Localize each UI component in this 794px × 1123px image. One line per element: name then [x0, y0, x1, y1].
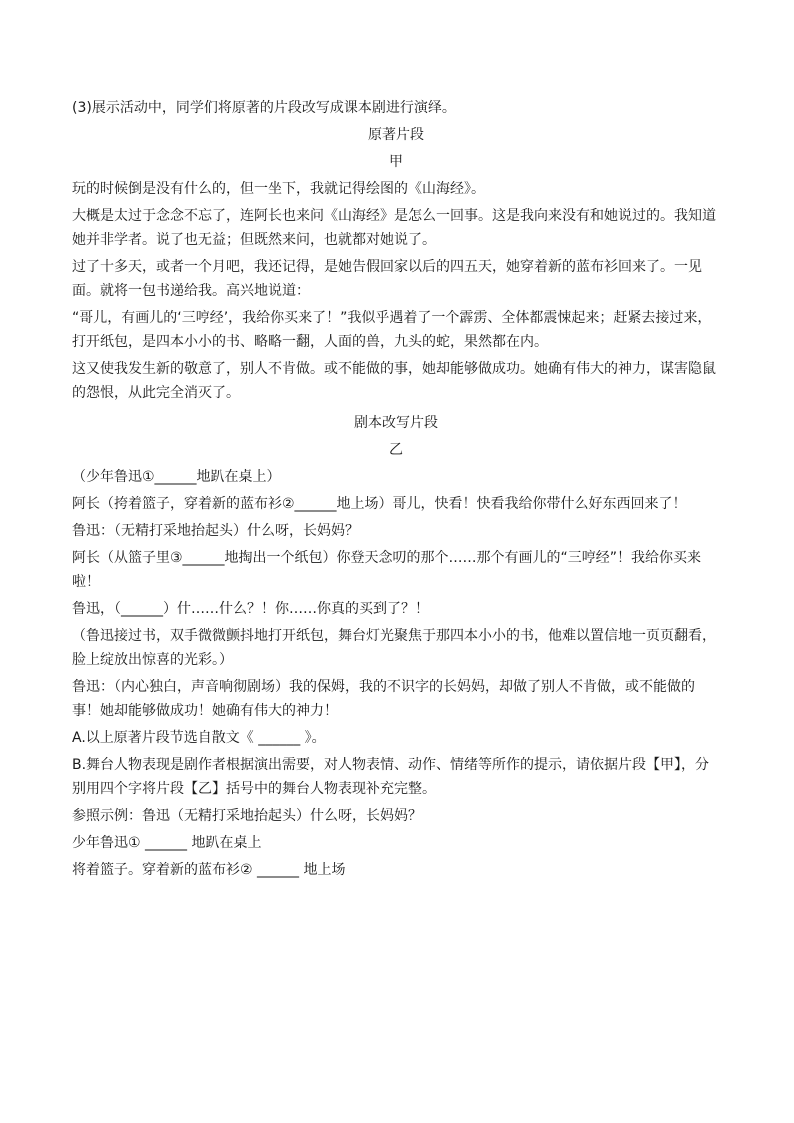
script-line: 鲁迅：（内心独白，声音响彻剧场）我的保姆，我的不识字的长妈妈，却做了别人不肯做，或不能做的事！她却能够做成功！她确有伟大的神力！ [72, 679, 695, 719]
question-b: B.舞台人物表现是剧作者根据演出需要，对人物表情、动作、情绪等所作的提示，请依据片段【甲】，分别用四个字将片段【乙】括号中的舞台人物表现补充完整。 [72, 757, 710, 797]
question-example: 参照示例：鲁迅（无精打采地抬起头）什么呀，长妈妈？ [72, 808, 422, 824]
original-paragraph: 这又使我发生新的敬意了，别人不肯做。或不能做的事，她却能够做成功。她确有伟大的神力，谋害隐鼠的怨恨，从此完全消灭了。 [72, 361, 716, 401]
script-line: （少年鲁迅①______地趴在桌上） [72, 469, 281, 485]
question-a: A.以上原著片段节选自散文《 ______ 》。 [72, 730, 326, 746]
original-label: 甲 [389, 154, 403, 170]
script-line: 鲁迅，（______）什……什么？！你……你真的买到了？！ [72, 601, 429, 617]
original-paragraph: 玩的时候倒是没有什么的，但一坐下，我就记得绘图的《山海经》。 [72, 181, 485, 197]
script-line: 阿长（从篮子里③______地掏出一个纸包）你登天念叨的那个……那个有画儿的“三哼经”！我给你买来啦！ [72, 550, 702, 590]
original-paragraph: 过了十多天，或者一个月吧，我还记得，是她告假回家以后的四五天，她穿着新的蓝布衫回来了。一见面。就将一包书递给我。高兴地说道： [72, 259, 702, 299]
script-heading: 剧本改写片段 [354, 415, 438, 431]
original-paragraph: “哥儿，有画儿的‘三哼经’，我给你买来了！”我似乎遇着了一个霹雳、全体都震悚起来；赶紧去接过来，打开纸包，是四本小小的书、略略一翻，人面的兽，九头的蛇，果然都在内。 [72, 310, 712, 350]
script-line: 阿长（挎着篮子，穿着新的蓝布衫②______地上场）哥儿，快看！快看我给你带什么好东西回来了！ [72, 496, 687, 512]
original-paragraph: 大概是太过于念念不忘了，连阿长也来问《山海经》是怎么一回事。这是我向来没有和她说过的。我知道她并非学者。说了也无益；但既然来问，也就都对她说了。 [72, 208, 716, 248]
script-label: 乙 [389, 442, 403, 458]
question-item: 将着篮子。穿着新的蓝布衫② ______ 地上场 [72, 862, 346, 878]
script-line: 鲁迅：（无精打采地抬起头）什么呀，长妈妈？ [72, 523, 359, 539]
script-line: （鲁迅接过书，双手微微颤抖地打开纸包，舞台灯光聚焦于那四本小小的书，他难以置信地一页页翻看，脸上绽放出惊喜的光彩。） [72, 628, 716, 668]
question-item: 少年鲁迅① ______ 地趴在桌上 [72, 835, 262, 851]
intro-text: (3)展示活动中，同学们将原著的片段改写成课本剧进行演绎。 [72, 100, 456, 116]
original-heading: 原著片段 [368, 127, 424, 143]
document-page [72, 96, 720, 885]
